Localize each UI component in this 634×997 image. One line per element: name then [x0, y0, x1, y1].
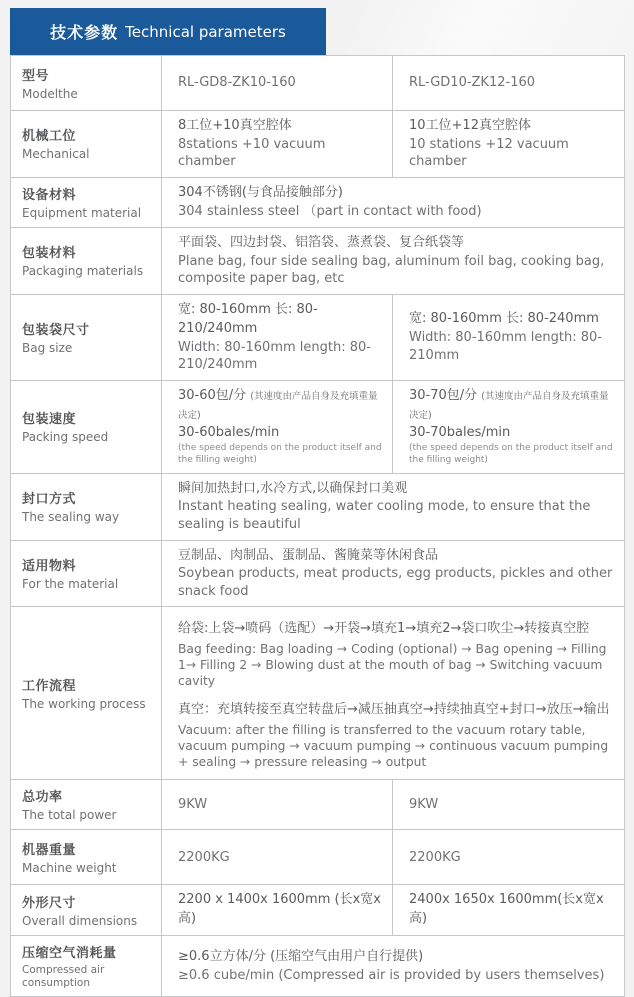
cell-text [178, 387, 384, 425]
row-label-en: For the material [22, 576, 119, 591]
row-label-zh: 包装速度 [22, 412, 77, 428]
row-label-zh: 包装袋尺寸 [22, 322, 90, 338]
material-value [162, 540, 625, 607]
dimensions-value-1 [162, 885, 393, 936]
row-label-zh: 型号 [22, 68, 50, 84]
rate-en: 30-70bales/min [409, 425, 511, 441]
bag-size-value-1 [162, 294, 393, 380]
row-label-en: Overall dimensions [22, 913, 138, 928]
row-label [11, 111, 162, 178]
mechanical-value-2 [393, 111, 625, 178]
process-vacuum-zh: 真空：充填转接至真空转盘后→减压抽真空→持续抽真空+封口→放压→输出 [178, 702, 610, 718]
row-label-zh: 设备材料 [22, 187, 77, 203]
row-label [11, 885, 162, 936]
row-label [11, 380, 162, 473]
cell-text: ≥0.6 cube/min (Compressed air is provided by users themselves) [178, 967, 605, 983]
table-row-overall-dimensions [11, 885, 625, 936]
row-label-zh: 工作流程 [22, 678, 77, 694]
section-title-zh: 技术参数 [50, 23, 119, 42]
process-bag-en: Bag feeding: Bag loading → Coding (optional) → Bag opening → Filling 1→ Filling 2 → Blowing dust at the mouth of bag → Switching vacuum cavity [178, 642, 607, 689]
model-value-1 [162, 56, 393, 111]
cell-text [409, 387, 616, 425]
table-row-mechanical [11, 111, 625, 178]
row-label-en: The total power [22, 808, 117, 823]
packing-speed-value-2 [393, 380, 625, 473]
cell-text: RL-GD8-ZK10-160 [178, 75, 296, 91]
row-label-en: Mechanical [22, 147, 90, 162]
cell-text: ≥0.6立方体/分 (压缩空气由用户自行提供) [178, 948, 424, 964]
rate-note-en: (the speed depends on the product itself and the filling weight) [178, 443, 382, 465]
row-label-en: The sealing way [22, 510, 120, 525]
compressed-air-value [162, 936, 625, 997]
machine-weight-value-1 [162, 830, 393, 885]
table-row-packaging-materials [11, 227, 625, 294]
table-row-compressed-air [11, 936, 625, 997]
row-label-en: Machine weight [22, 860, 117, 875]
sealing-way-value [162, 473, 625, 540]
bag-size-value-2 [393, 294, 625, 380]
equipment-material-value [162, 177, 625, 227]
packing-speed-value-1 [162, 380, 393, 473]
cell-text: 豆制品、肉制品、蛋制品、酱腌菜等休闲食品 [178, 547, 439, 563]
section-title-banner [10, 8, 326, 55]
rate-zh: 30-60包/分 [178, 387, 247, 403]
cell-text: 2200KG [409, 849, 461, 865]
cell-text: 2400x 1650x 1600mm(长x宽x高) [409, 892, 604, 927]
cell-text: Width: 80-160mm length: 80-210mm [409, 330, 602, 363]
table-row-sealing-way [11, 473, 625, 540]
packaging-materials-value [162, 227, 625, 294]
cell-text: 宽: 80-160mm 长: 80-210/240mm [178, 301, 318, 336]
table-row-material [11, 540, 625, 607]
rate-zh: 30-70包/分 [409, 387, 478, 403]
rate-note-zh: (其速度由产品自身及充填重量决定) [409, 390, 609, 421]
row-label [11, 473, 162, 540]
row-label-en: Equipment material [22, 205, 142, 220]
rate-en: 30-60bales/min [178, 425, 280, 441]
table-row-packing-speed [11, 380, 625, 473]
row-label-zh: 封口方式 [22, 492, 77, 508]
row-label-zh: 总功率 [22, 790, 63, 806]
row-label-en: Modelthe [22, 86, 78, 101]
rate-note-zh: (其速度由产品自身及充填重量决定) [178, 390, 378, 421]
row-label [11, 177, 162, 227]
row-label-en: The working process [22, 696, 146, 711]
total-power-value-1 [162, 780, 393, 830]
cell-text: 宽: 80-160mm 长: 80-240mm [409, 311, 599, 327]
rate-note-en: (the speed depends on the product itself and the filling weight) [409, 443, 613, 465]
cell-text: Plane bag, four side sealing bag, aluminum foil bag, cooking bag, composite paper bag, etc [178, 253, 605, 287]
cell-text: Instant heating sealing, water cooling mode, to ensure that the sealing is beautiful [178, 499, 591, 532]
cell-text: Width: 80-160mm length: 80-210/240mm [178, 339, 371, 373]
row-label-en: Compressed air consumption [22, 964, 105, 990]
dimensions-value-2 [393, 885, 625, 936]
cell-text: 10 stations +12 vacuum chamber [409, 136, 569, 170]
row-label-en: Packaging materials [22, 264, 144, 279]
cell-text: 9KW [178, 797, 208, 813]
model-value-2 [393, 56, 625, 111]
row-label [11, 56, 162, 111]
row-label [11, 780, 162, 830]
cell-text: RL-GD10-ZK12-160 [409, 75, 536, 91]
total-power-value-2 [393, 780, 625, 830]
mechanical-value-1 [162, 111, 393, 178]
cell-text: Soybean products, meat products, egg products, pickles and other snack food [178, 566, 613, 599]
row-label [11, 936, 162, 997]
row-label-zh: 压缩空气消耗量 [22, 946, 117, 962]
row-label [11, 830, 162, 885]
process-vacuum-en: Vacuum: after the filling is transferred to the vacuum rotary table, vacuum pumping → vacuum pumping → continuous vacuum pumping + sealing → pressure releasing → output [178, 723, 609, 770]
technical-parameters-table [10, 55, 625, 997]
row-label-zh: 适用物料 [22, 558, 77, 574]
table-row-bag-size [11, 294, 625, 380]
row-label [11, 294, 162, 380]
table-row-equipment-material [11, 177, 625, 227]
row-label [11, 607, 162, 780]
row-label [11, 540, 162, 607]
table-row-working-process [11, 607, 625, 780]
table-row-total-power [11, 780, 625, 830]
cell-text: 304 stainless steel （part in contact with food) [178, 204, 482, 220]
process-bag-zh: 给袋:上袋→喷码（选配）→开袋→填充1→填充2→袋口吹尘→转接真空腔 [178, 621, 590, 637]
cell-text: 8stations +10 vacuum chamber [178, 136, 326, 170]
row-label-zh: 外形尺寸 [22, 895, 77, 911]
section-title-en: Technical parameters [125, 22, 286, 41]
row-label-en: Packing speed [22, 430, 109, 445]
cell-text: 304不锈钢(与食品接触部分) [178, 185, 343, 201]
cell-text: 2200 x 1400x 1600mm (长x宽x高) [178, 892, 381, 927]
cell-text: 2200KG [178, 849, 230, 865]
cell-text: 9KW [409, 797, 439, 813]
table-row-model [11, 56, 625, 111]
machine-weight-value-2 [393, 830, 625, 885]
working-process-value [162, 607, 625, 780]
cell-text: 平面袋、四边封袋、铝箔袋、蒸煮袋、复合纸袋等 [178, 234, 465, 250]
row-label-zh: 机械工位 [22, 129, 77, 145]
row-label-en: Bag size [22, 340, 73, 355]
cell-text: 10工位+12真空腔体 [409, 118, 531, 133]
cell-text: 8工位+10真空腔体 [178, 118, 292, 133]
row-label [11, 227, 162, 294]
cell-text: 瞬间加热封口,水冷方式,以确保封口美观 [178, 480, 408, 496]
table-row-machine-weight [11, 830, 625, 885]
row-label-zh: 机器重量 [22, 842, 77, 858]
row-label-zh: 包装材料 [22, 246, 77, 262]
